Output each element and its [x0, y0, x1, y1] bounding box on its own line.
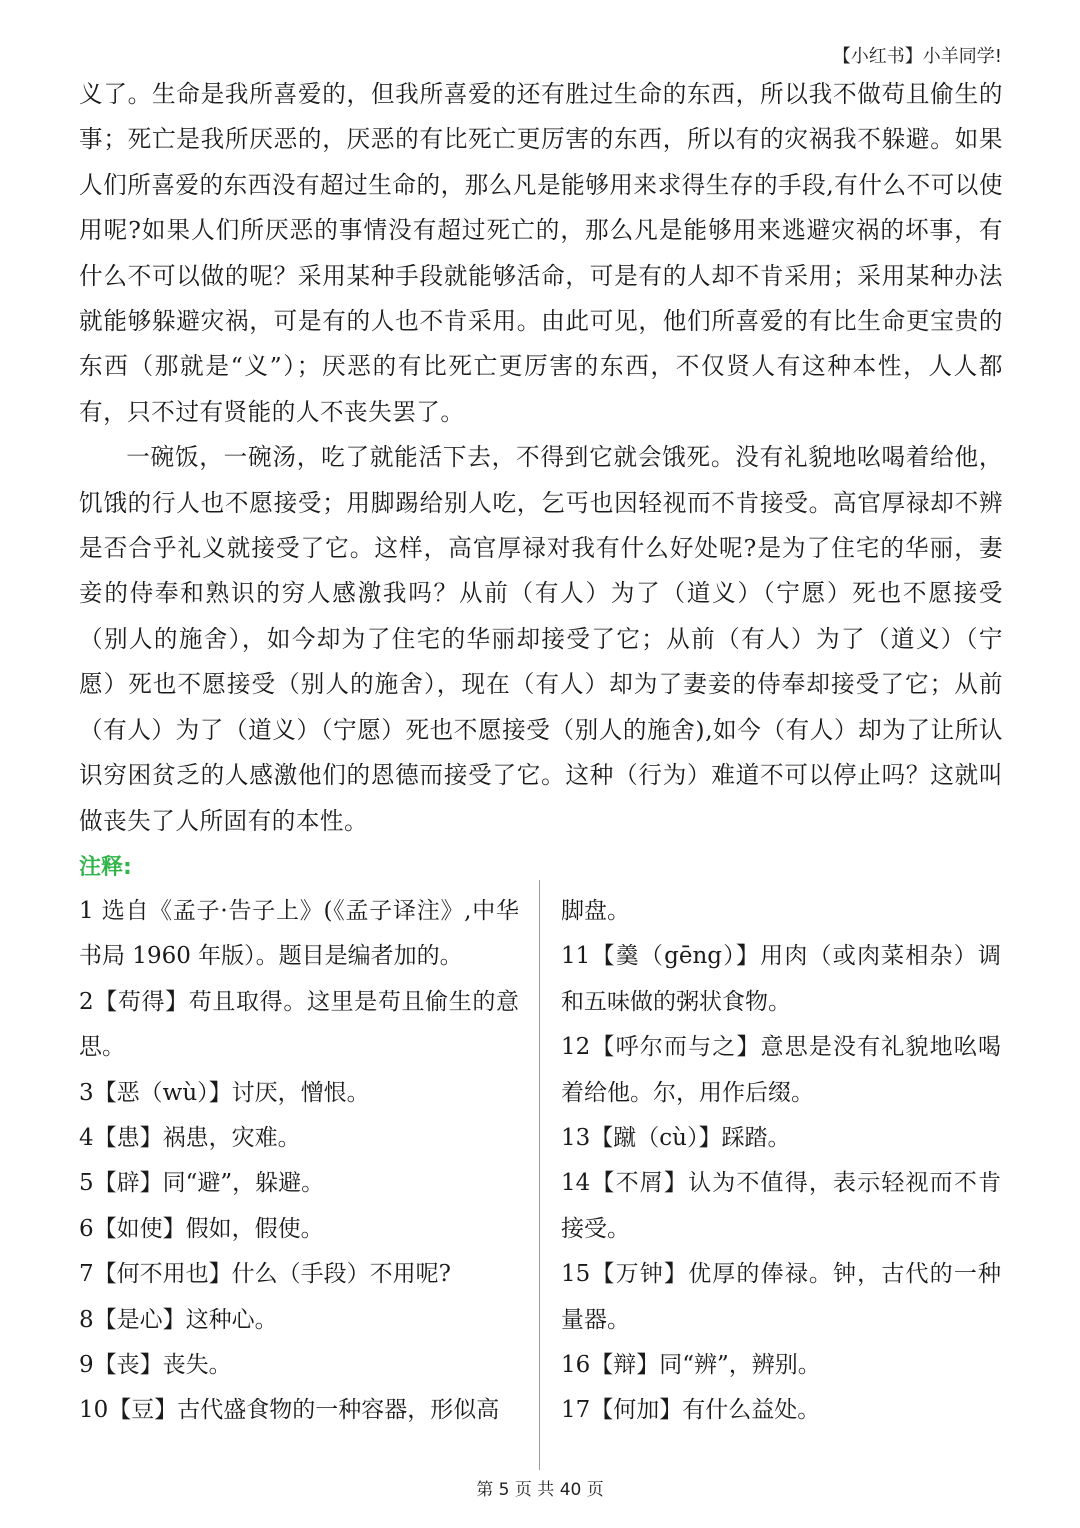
page-number: 第 5 页 共 40 页: [476, 1480, 604, 1500]
note-item: 12【呼尔而与之】意思是没有礼貌地吆喝着给他。尔，用作后缀。: [561, 1034, 1001, 1106]
note-item: 5【辟】同“避”，躲避。: [79, 1170, 325, 1197]
note-item: 3【恶（wù）】讨厌，憎恨。: [79, 1079, 370, 1106]
note-item: 4【患】祸患，灾难。: [79, 1125, 301, 1152]
paragraph: 一碗饭，一碗汤，吃了就能活下去，不得到它就会饿死。没有礼貌地吆喝着给他，饥饿的行人也不愿接受；用脚踢给别人吃，乞丐也因轻视而不肯接受。高官厚禄却不辨是否合乎礼义就接受了它。这样，高官厚禄对我有什么好处呢?是为了住宅的华丽，妻妾的侍奉和熟识的穷人感激我吗？从前（有人）为了（道义）（宁愿）死也不愿接受（别人的施舍），如今却为了住宅的华丽却接受了它；从前（有人）为了（道义）（宁愿）死也不愿接受（别人的施舍），现在（有人）却为了妻妾的侍奉却接受了它；从前（有人）为了（道义）（宁愿）死也不愿接受（别人的施舍),如今（有人）却为了让所认识穷困贫乏的人感激他们的恩德而接受了它。这种（行为）难道不可以停止吗？这就叫做丧失了人所固有的本性。: [79, 443, 1003, 835]
note-item: 8【是心】这种心。: [79, 1306, 278, 1333]
notes-heading: 注释:: [79, 855, 132, 880]
note-item: 13【蹴（cù）】踩踏。: [561, 1125, 791, 1152]
note-item: 7【何不用也】什么（手段）不用呢?: [79, 1261, 451, 1288]
paragraph: 义了。生命是我所喜爱的，但我所喜爱的还有胜过生命的东西，所以我不做苟且偷生的事；死亡是我所厌恶的，厌恶的有比死亡更厉害的东西，所以有的灾祸我不躲避。如果人们所喜爱的东西没有超过生命的，那么凡是能够用来求得生存的手段,有什么不可以使用呢?如果人们所厌恶的事情没有超过死亡的，那么凡是能够用来逃避灾祸的坏事，有什么不可以做的呢？采用某种手段就能够活命，可是有的人却不肯采用；采用某种办法就能够躲避灾祸，可是有的人也不肯采用。由此可见，他们所喜爱的有比生命更宝贵的东西（那就是“义”）；厌恶的有比死亡更厉害的东西，不仅贤人有这种本性，人人都有，只不过有贤能的人不丧失罢了。: [79, 80, 1003, 426]
column-divider: [539, 880, 540, 1470]
notes-right-column: [561, 889, 1001, 1434]
note-item: 2【苟得】苟且取得。这里是苟且偷生的意思。: [79, 988, 519, 1061]
note-item: 14【不屑】认为不值得，表示轻视而不肯接受。: [561, 1170, 1001, 1242]
watermark-text: 【小红书】小羊同学!: [832, 46, 1002, 67]
note-item: 10【豆】古代盛食物的一种容器，形似高: [79, 1397, 500, 1424]
note-item: 脚盘。: [561, 898, 630, 924]
note-item: 1 选自《孟子·告子上》(《孟子译注》,中华书局 1960 年版）。题目是编者加的。: [79, 898, 519, 970]
notes-left-column: [79, 889, 519, 1434]
note-item: 15【万钟】优厚的俸禄。钟，古代的一种量器。: [561, 1261, 1001, 1333]
note-item: 16【辩】同“辨”，辨别。: [561, 1352, 821, 1379]
main-text: [79, 72, 1003, 844]
note-item: 6【如使】假如，假使。: [79, 1215, 324, 1242]
note-item: 11【羹（gēng）】用肉（或肉菜相杂）调和五味做的粥状食物。: [561, 943, 1001, 1015]
note-item: 9【丧】丧失。: [79, 1352, 232, 1379]
note-item: 17【何加】有什么益处。: [561, 1397, 821, 1424]
